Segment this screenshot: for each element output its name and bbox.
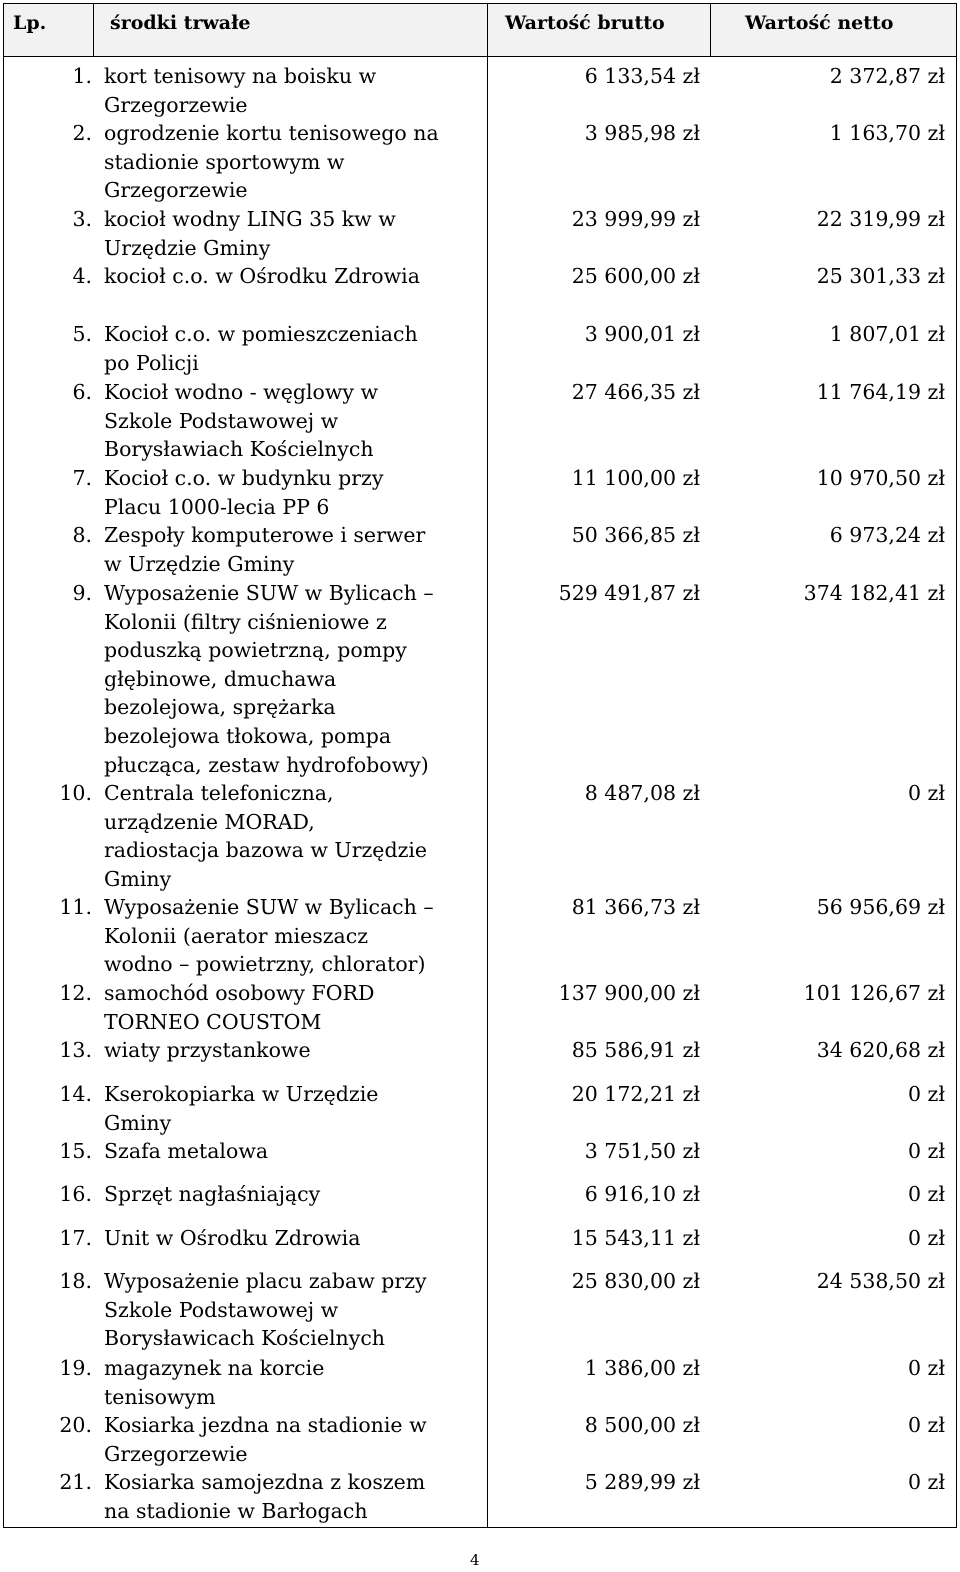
gross-value: 529 491,87 zł (558, 581, 700, 605)
net-value: 25 301,33 zł (816, 264, 945, 288)
net-value: 1 807,01 zł (829, 322, 945, 346)
asset-name: kocioł c.o. w Ośrodku Zdrowia (104, 264, 420, 288)
row-number: 11. (59, 895, 92, 919)
net-value: 101 126,67 zł (803, 981, 945, 1005)
net-value: 374 182,41 zł (803, 581, 945, 605)
header-name: środki trwałe (110, 12, 251, 34)
row-number: 14. (59, 1082, 92, 1106)
asset-name: Wyposażenie SUW w Bylicach – Kolonii (aerator mieszacz wodno – powietrzny, chlorator) (104, 895, 434, 977)
row-number: 10. (59, 781, 92, 805)
asset-name: wiaty przystankowe (104, 1038, 311, 1062)
header-gross: Wartość brutto (505, 12, 665, 34)
asset-name: samochód osobowy FORD TORNEO COUSTOM (104, 981, 375, 1034)
header-divider (93, 3, 94, 57)
asset-name: Kosiarka jezdna na stadionie w Grzegorzewie (104, 1413, 427, 1466)
row-number: 13. (59, 1038, 92, 1062)
net-value: 0 zł (907, 1356, 945, 1380)
column-divider (487, 3, 488, 1528)
row-number: 7. (72, 466, 92, 490)
gross-value: 20 172,21 zł (571, 1082, 700, 1106)
net-value: 0 zł (907, 1082, 945, 1106)
asset-name: Szafa metalowa (104, 1139, 269, 1163)
gross-value: 27 466,35 zł (571, 380, 700, 404)
gross-value: 6 133,54 zł (584, 64, 700, 88)
gross-value: 6 916,10 zł (584, 1182, 700, 1206)
net-value: 24 538,50 zł (816, 1269, 945, 1293)
row-number: 16. (59, 1182, 92, 1206)
gross-value: 25 600,00 zł (571, 264, 700, 288)
gross-value: 8 487,08 zł (584, 781, 700, 805)
net-value: 0 zł (907, 1182, 945, 1206)
net-value: 10 970,50 zł (816, 466, 945, 490)
row-number: 2. (72, 121, 92, 145)
asset-name: kort tenisowy na boisku w Grzegorzewie (104, 64, 377, 117)
asset-name: Kocioł c.o. w pomieszczeniach po Policji (104, 322, 418, 375)
net-value: 2 372,87 zł (829, 64, 945, 88)
asset-name: Wyposażenie SUW w Bylicach – Kolonii (filtry ciśnieniowe z poduszką powietrzną, pompy głębinowe, dmuchawa bezolejowa, sprężarka bezolejowa tłokowa, pompa płucząca, zestaw hydrofobowy) (104, 581, 434, 777)
net-value: 6 973,24 zł (829, 523, 945, 547)
table-border-bottom (3, 1527, 957, 1528)
header-divider (710, 3, 711, 57)
asset-name: Sprzęt nagłaśniający (104, 1182, 321, 1206)
table-border-right (956, 3, 957, 1528)
net-value: 34 620,68 zł (816, 1038, 945, 1062)
row-number: 9. (72, 581, 92, 605)
gross-value: 5 289,99 zł (584, 1470, 700, 1494)
row-number: 18. (59, 1269, 92, 1293)
row-number: 8. (72, 523, 92, 547)
net-value: 0 zł (907, 1139, 945, 1163)
row-number: 19. (59, 1356, 92, 1380)
table-border-left (3, 3, 4, 1528)
net-value: 0 zł (907, 781, 945, 805)
net-value: 56 956,69 zł (816, 895, 945, 919)
row-number: 17. (59, 1226, 92, 1250)
asset-name: Kocioł wodno - węglowy w Szkole Podstawowej w Borysławiach Kościelnych (104, 380, 379, 462)
gross-value: 8 500,00 zł (584, 1413, 700, 1437)
row-number: 20. (59, 1413, 92, 1437)
row-number: 21. (59, 1470, 92, 1494)
header-lp: Lp. (13, 12, 47, 34)
asset-name: ogrodzenie kortu tenisowego na stadionie sportowym w Grzegorzewie (104, 121, 439, 203)
gross-value: 11 100,00 zł (571, 466, 700, 490)
gross-value: 3 900,01 zł (584, 322, 700, 346)
net-value: 0 zł (907, 1470, 945, 1494)
asset-name: Kserokopiarka w Urzędzie Gminy (104, 1082, 379, 1135)
asset-name: Kocioł c.o. w budynku przy Placu 1000-lecia PP 6 (104, 466, 384, 519)
net-value: 0 zł (907, 1226, 945, 1250)
asset-name: magazynek na korcie tenisowym (104, 1356, 325, 1409)
row-number: 6. (72, 380, 92, 404)
row-number: 1. (72, 64, 92, 88)
row-number: 4. (72, 264, 92, 288)
row-number: 3. (72, 207, 92, 231)
gross-value: 81 366,73 zł (571, 895, 700, 919)
gross-value: 137 900,00 zł (558, 981, 700, 1005)
net-value: 0 zł (907, 1413, 945, 1437)
gross-value: 15 543,11 zł (571, 1226, 700, 1250)
gross-value: 1 386,00 zł (584, 1356, 700, 1380)
net-value: 22 319,99 zł (816, 207, 945, 231)
gross-value: 3 985,98 zł (584, 121, 700, 145)
asset-name: Zespoły komputerowe i serwer w Urzędzie Gminy (104, 523, 426, 576)
table-header (3, 3, 957, 57)
gross-value: 3 751,50 zł (584, 1139, 700, 1163)
gross-value: 25 830,00 zł (571, 1269, 700, 1293)
gross-value: 23 999,99 zł (571, 207, 700, 231)
row-number: 5. (72, 322, 92, 346)
asset-name: Unit w Ośrodku Zdrowia (104, 1226, 361, 1250)
net-value: 1 163,70 zł (829, 121, 945, 145)
asset-name: Wyposażenie placu zabaw przy Szkole Podstawowej w Borysławicach Kościelnych (104, 1269, 427, 1351)
asset-name: Kosiarka samojezdna z koszem na stadionie w Barłogach (104, 1470, 426, 1523)
asset-name: Centrala telefoniczna, urządzenie MORAD, radiostacja bazowa w Urzędzie Gminy (104, 781, 428, 891)
asset-name: kocioł wodny LING 35 kw w Urzędzie Gminy (104, 207, 396, 260)
header-net: Wartość netto (745, 12, 894, 34)
gross-value: 85 586,91 zł (571, 1038, 700, 1062)
net-value: 11 764,19 zł (816, 380, 945, 404)
gross-value: 50 366,85 zł (571, 523, 700, 547)
row-number: 12. (59, 981, 92, 1005)
row-number: 15. (59, 1139, 92, 1163)
page-number: 4 (470, 1551, 480, 1569)
